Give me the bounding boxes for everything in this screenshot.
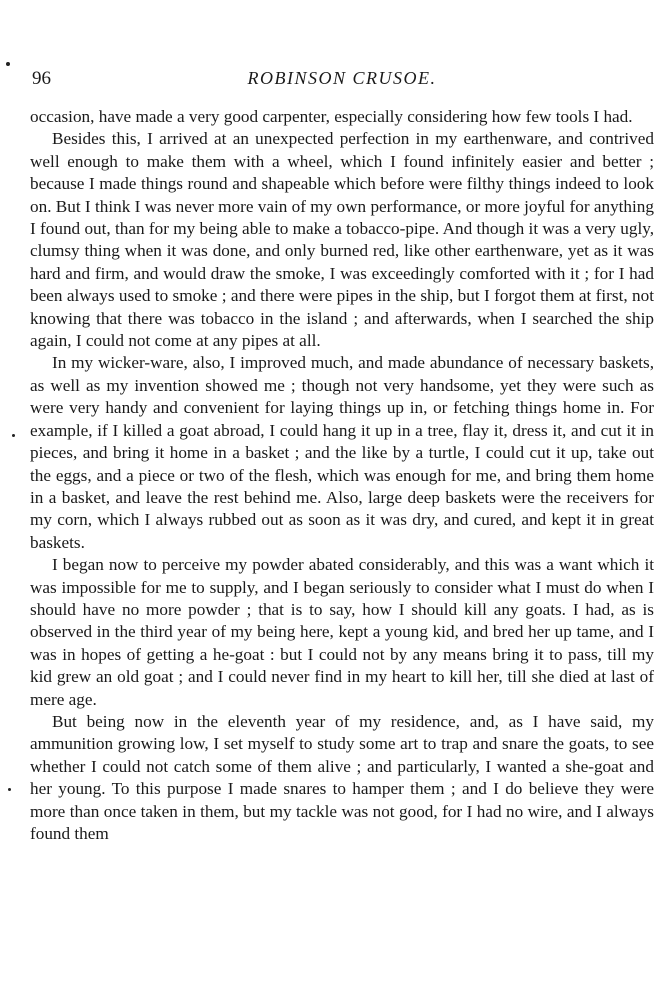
paragraph-powder: I began now to perceive my powder abated considerably, and this was a want which it was impossible for me to supply, and I began seriously to consider what I must do when I should have no more powder ; that is to say, how I should kill any goats. I had, as is observed in the third year of my being here, kept a young kid, and bred her up tame, and I was in hopes of getting a he-goat : but I could not by any means bring it to pass, till my kid grew an old goat ; and I could never find in my heart to kill her, till she died at last of mere age. — [30, 555, 654, 709]
paragraph-continued: occasion, have made a very good carpenter, especially considering how few tools I had. — [30, 107, 633, 126]
paragraph-earthenware: Besides this, I arrived at an unexpected perfection in my earthenware, and contrived well enough to make them with a wheel, which I found infinitely easier and better ; because I made things round and shapeable which before were filthy things indeed to look on. But I think I was never more vain of my own performance, or more joyful for anything I found out, than for my being able to make a tobacco-pipe. And though it was a very ugly, clumsy thing when it was done, and only burned red, like other earthenware, yet as it was hard and firm, and would draw the smoke, I was exceedingly comforted with it ; for I had been always used to smoke ; and there were pipes in the ship, but I forgot them at first, not knowing that there was tobacco in the island ; and afterwards, when I searched the ship again, I could not come at any pipes at all. — [30, 129, 654, 351]
page-header — [30, 60, 654, 94]
running-head: ROBINSON CRUSOE. — [247, 68, 437, 88]
book-page — [30, 60, 654, 845]
body-text — [30, 106, 654, 845]
paragraph-wicker-ware: In my wicker-ware, also, I improved much, and made abundance of necessary baskets, as well as my invention showed me ; though not very handsome, yet they were such as were very handy and convenient for laying things up in, or fetching things home in. For example, if I killed a goat abroad, I could hang it up in a tree, flay it, dress it, and cut it in pieces, and bring it home in a basket ; and the like by a turtle, I could cut it up, take out the eggs, and a piece or two of the flesh, which was enough for me, and bring them home in a basket, and leave the rest behind me. Also, large deep baskets were the receivers for my corn, which I always rubbed out as soon as it was dry, and cured, and kept it in great baskets. — [30, 353, 654, 552]
paragraph-snares: But being now in the eleventh year of my residence, and, as I have said, my ammunition growing low, I set myself to study some art to trap and snare the goats, to see whether I could not catch some of them alive ; and particularly, I wanted a she-goat and her young. To this purpose I made snares to hamper them ; and I do believe they were more than once taken in them, but my tackle was not good, for I had no wire, and I always found them — [30, 711, 654, 843]
margin-speck — [8, 788, 11, 791]
margin-speck — [12, 434, 15, 437]
page-number: 96 — [32, 68, 51, 89]
margin-speck — [6, 62, 10, 66]
